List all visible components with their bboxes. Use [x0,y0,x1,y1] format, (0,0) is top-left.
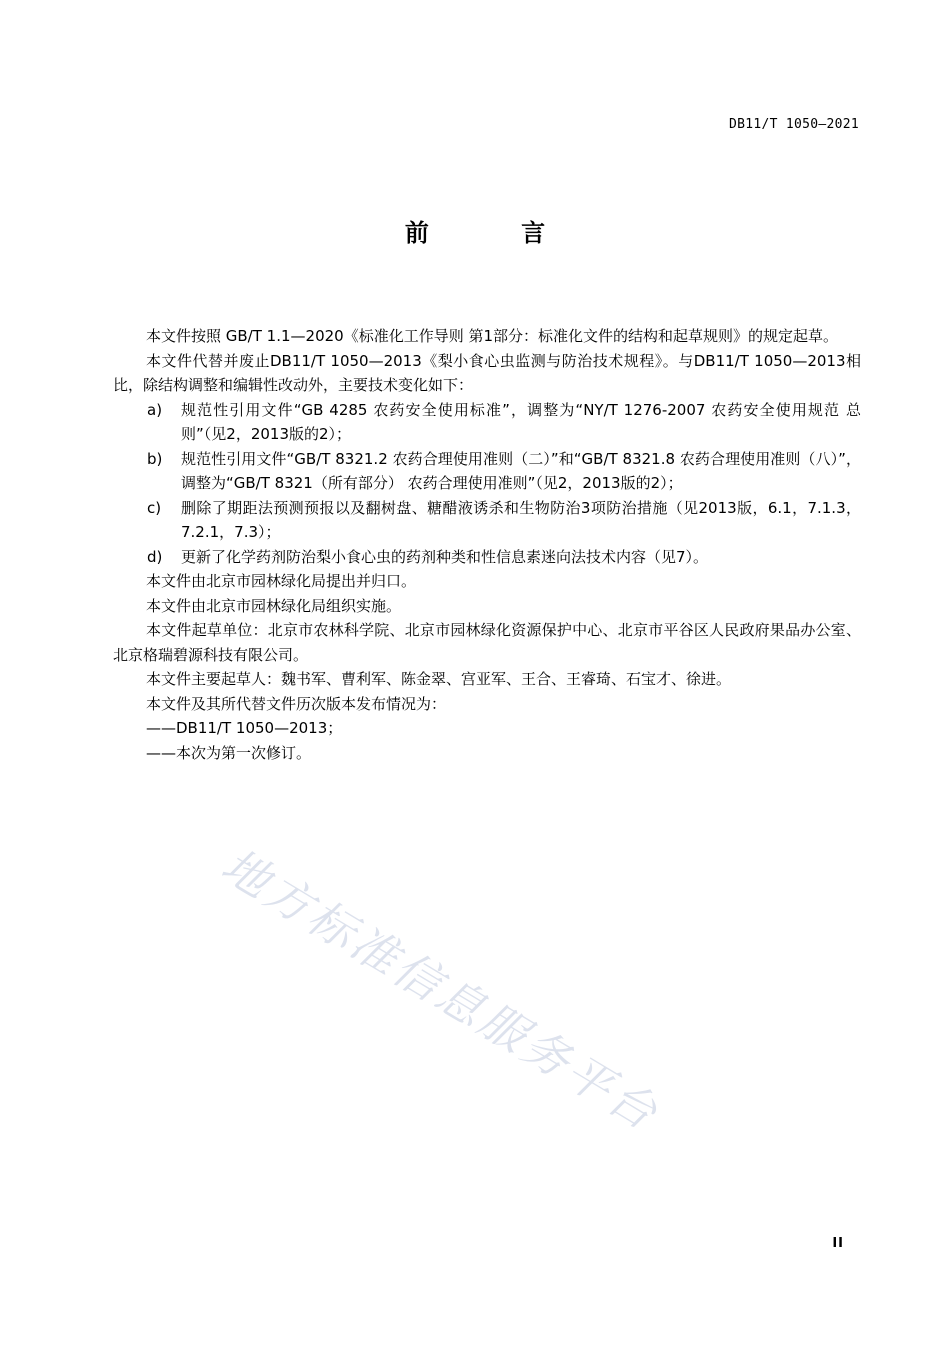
paragraph-implementer: 本文件由北京市园林绿化局组织实施。 [146,596,402,615]
history-entry: ——本次为第一次修订。 [146,743,312,762]
list-marker: a) [147,400,163,419]
list-item-text: 规范性引用文件“GB/T 8321.2 农药合理使用准则（二）”和“GB/T 8321.8 农药合理使用准则（八）”，调整为“GB/T 8321（所有部分） 农药合理使用准则”（见2，2013版的2）； [181,449,861,492]
list-item [113,398,861,447]
watermark: 地方标准信息服务平台 [212,837,669,1142]
paragraph-drafting-basis: 本文件按照 GB/T 1.1—2020《标准化工作导则 第1部分：标准化文件的结构和起草规则》的规定起草。 [146,327,839,345]
list-marker: c) [147,498,162,517]
list-item [113,545,861,570]
paragraph-replacement: 本文件代替并废止DB11/T 1050—2013《梨小食心虫监测与防治技术规程》。与DB11/T 1050—2013相比，除结构调整和编辑性改动外，主要技术变化如下： [113,351,861,394]
list-marker: b) [147,449,163,468]
foreword-body [113,324,861,765]
list-item-text: 规范性引用文件“GB 4285 农药安全使用标准”，调整为“NY/T 1276-2007 农药安全使用规范 总则”（见2，2013版的2）； [181,400,861,443]
paragraph-drafters: 本文件主要起草人：魏书军、曹利军、陈金翠、宫亚军、王合、王睿琦、石宝才、徐进。 [146,670,732,688]
list-marker: d) [147,547,163,566]
page-number: II [832,1236,844,1251]
history-entry: ——DB11/T 1050—2013； [146,719,343,737]
standard-number: DB11/T 1050—2021 [728,117,859,132]
paragraph-version-history: 本文件及其所代替文件历次版本发布情况为： [146,694,447,713]
list-item [113,496,861,545]
list-item-text: 更新了化学药剂防治梨小食心虫的药剂种类和性信息素迷向法技术内容（见7）。 [181,547,709,566]
paragraph-drafting-units: 本文件起草单位：北京市农林科学院、北京市园林绿化资源保护中心、北京市平谷区人民政府果品办公室、北京格瑞碧源科技有限公司。 [113,621,861,664]
list-item [113,447,861,496]
paragraph-proposer: 本文件由北京市园林绿化局提出并归口。 [146,572,417,590]
list-item-text: 删除了期距法预测预报以及翻树盘、糖醋液诱杀和生物防治3项防治措施（见2013版，6.1，7.1.3，7.2.1，7.3）； [181,498,861,541]
page-title: 前 言 [404,219,588,247]
